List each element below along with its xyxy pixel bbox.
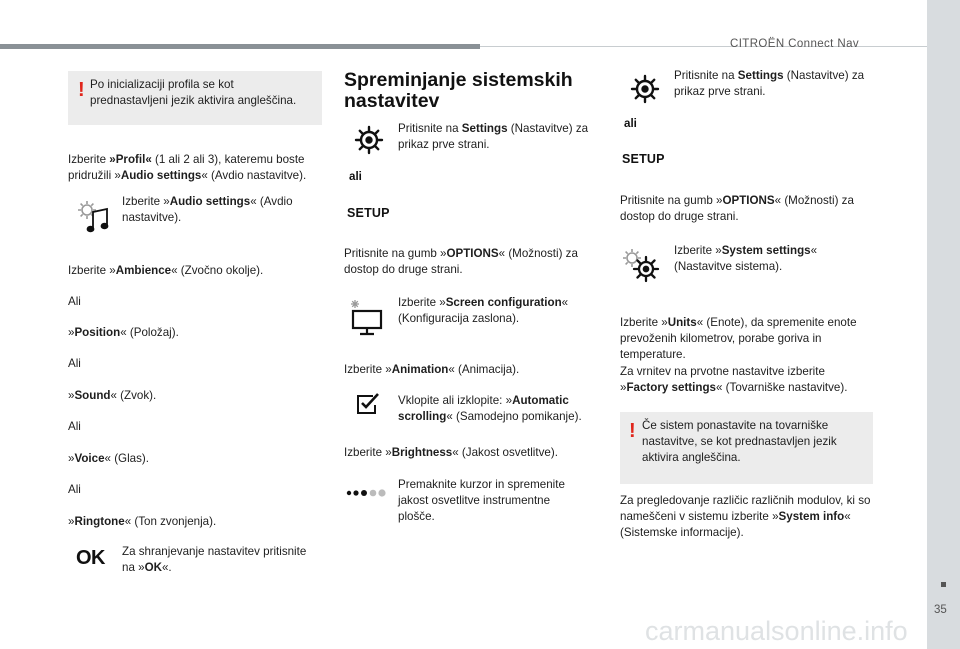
settings-text: Pritisnite na Settings (Nastavitve) za prikaz prve strani. <box>674 69 865 98</box>
ok-icon: OK <box>76 547 105 569</box>
page-marker <box>941 582 946 587</box>
or-text: Ali <box>68 420 81 433</box>
brightness-text: Izberite »Brightness« (Jakost osvetlitve). <box>344 446 558 459</box>
section-title: Spreminjanje sistemskih nastavitev <box>344 69 573 112</box>
or-text: Ali <box>68 295 81 308</box>
header-bar <box>0 44 480 49</box>
slider-text: Premaknite kurzor in spremenite jakost osvetlitve instrumentne plošče. <box>398 478 565 523</box>
brand-label: CITROËN Connect Nav <box>730 38 860 50</box>
screen-configuration-icon <box>344 298 386 336</box>
screen-config-text: Izberite »Screen configuration« (Konfiguracija zaslona). <box>398 296 569 325</box>
warning-icon: ! <box>78 79 85 101</box>
or-text: ali <box>349 170 362 183</box>
checkbox-icon <box>355 392 381 416</box>
profile-text: Izberite »Profil« (1 ali 2 ali 3), kateremu boste pridružili »Audio settings« (Avdio nastavitve). <box>68 153 307 182</box>
note-text: Po inicializaciji profila se kot prednastavljeni jezik aktivira angleščina. <box>90 78 297 107</box>
or-text: Ali <box>68 357 81 370</box>
position-text: »Position« (Položaj). <box>68 326 179 339</box>
gear-icon <box>353 124 385 156</box>
options-text: Pritisnite na gumb »OPTIONS« (Možnosti) za dostop do druge strani. <box>620 194 854 223</box>
settings-text: Pritisnite na Settings (Nastavitve) za prikaz prve strani. <box>398 122 589 151</box>
ambience-text: Izberite »Ambience« (Zvočno okolje). <box>68 264 264 277</box>
setup-button-label: SETUP <box>622 152 665 166</box>
gear-icon <box>629 73 661 105</box>
info-note <box>68 71 322 125</box>
brightness-slider-icon <box>346 488 386 498</box>
page-number: 35 <box>934 604 947 616</box>
info-note <box>620 412 873 484</box>
units-text: Izberite »Units« (Enote), da spremenite enote prevoženih kilometrov, porabe goriva in temperature. <box>620 316 857 361</box>
ok-text: Za shranjevanje nastavitev pritisnite na »OK«. <box>122 545 307 574</box>
animation-text: Izberite »Animation« (Animacija). <box>344 363 520 376</box>
side-strip <box>927 0 960 649</box>
system-info-text: Za pregledovanje različic različnih modulov, ki so nameščeni v sistemu izberite »System info« (Sistemske informacije). <box>620 494 871 539</box>
factory-settings-text: Za vrnitev na prvotne nastavitve izberite »Factory settings« (Tovarniške nastavitve). <box>620 365 848 394</box>
audio-settings-icon <box>75 198 111 236</box>
header-rule <box>480 46 927 47</box>
sound-text: »Sound« (Zvok). <box>68 389 157 402</box>
system-settings-text: Izberite »System settings« (Nastavitve sistema). <box>674 244 818 273</box>
warning-icon: ! <box>629 420 636 442</box>
scrolling-text: Vklopite ali izklopite: »Automatic scrolling« (Samodejno pomikanje). <box>398 394 582 423</box>
footer-watermark: carmanualsonline.info <box>645 616 908 646</box>
options-text: Pritisnite na gumb »OPTIONS« (Možnosti) za dostop do druge strani. <box>344 247 578 276</box>
system-settings-icon <box>620 245 662 285</box>
audio-settings-text: Izberite »Audio settings« (Avdio nastavitve). <box>122 195 293 224</box>
ringtone-text: »Ringtone« (Ton zvonjenja). <box>68 515 217 528</box>
setup-button-label: SETUP <box>347 206 390 220</box>
note-text: Če sistem ponastavite na tovarniške nastavitve, se kot prednastavljen jezik aktivira angleščina. <box>642 419 837 464</box>
or-text: ali <box>624 117 637 130</box>
or-text: Ali <box>68 483 81 496</box>
voice-text: »Voice« (Glas). <box>68 452 149 465</box>
